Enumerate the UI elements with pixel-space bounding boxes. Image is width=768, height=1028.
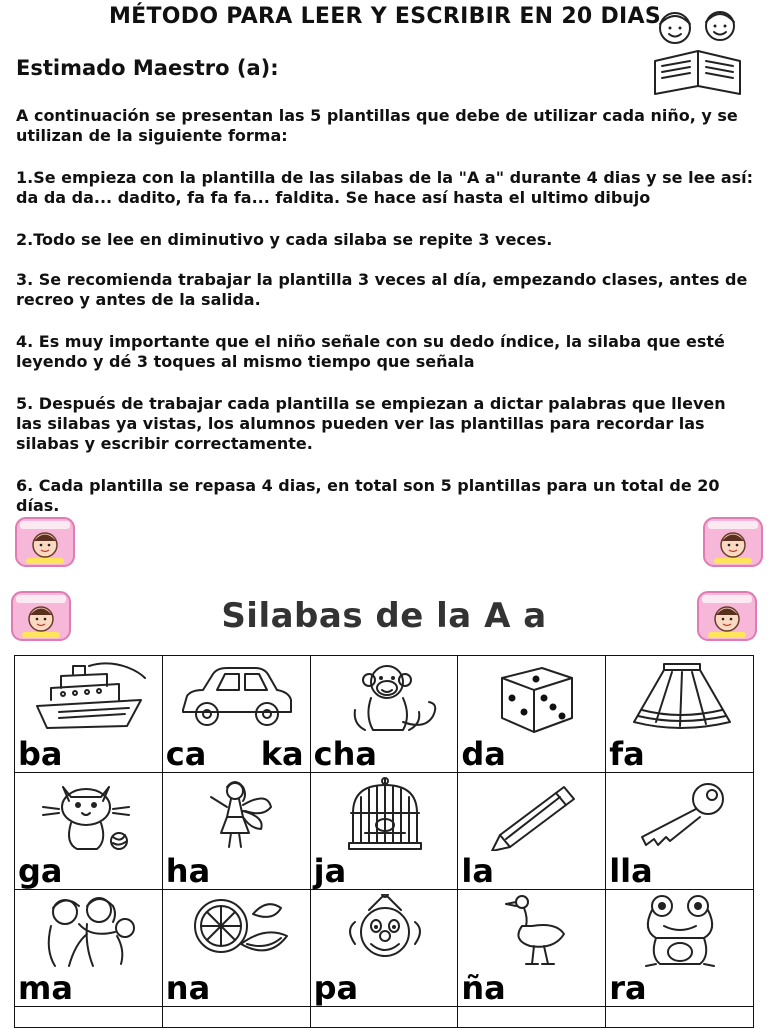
mother-hug-icon bbox=[29, 894, 149, 968]
step-4: 4. Es muy importante que el niño señale con su dedo índice, la silaba que esté leyendo y dé 3 toques al mismo tiempo que señala bbox=[16, 332, 725, 371]
grid-row bbox=[15, 656, 754, 773]
syllable-label: ga bbox=[18, 852, 63, 890]
syllable-cell bbox=[310, 1007, 458, 1028]
cat-icon bbox=[29, 777, 149, 851]
grid-row bbox=[15, 1007, 754, 1028]
intro-text: A continuación se presentan las 5 plantillas que debe de utilizar cada niño, y se utilizan de la siguiente forma: bbox=[16, 106, 738, 145]
syllable-cell bbox=[162, 1007, 310, 1028]
syllable-cell bbox=[15, 656, 163, 773]
syllable-label: ja bbox=[313, 852, 347, 890]
amaya-logo-icon bbox=[702, 516, 764, 568]
syllable-label: ma bbox=[18, 969, 73, 1007]
greeting: Estimado Maestro (a): bbox=[16, 56, 279, 80]
fairy-icon bbox=[177, 777, 297, 851]
key-icon bbox=[620, 777, 740, 851]
syllable-label: ña bbox=[461, 969, 506, 1007]
monkey-icon bbox=[325, 660, 445, 734]
syllable-cell bbox=[310, 773, 458, 890]
step-5: 5. Después de trabajar cada plantilla se empiezan a dictar palabras que lleven las silabas ya vistas, los alumnos pueden ver las plantillas para recordar las silabas y escribir correctamente. bbox=[16, 394, 726, 453]
rhea-bird-icon bbox=[472, 894, 592, 968]
syllable-cell bbox=[15, 1007, 163, 1028]
syllable-cell bbox=[606, 890, 754, 1007]
page-title: MÉTODO PARA LEER Y ESCRIBIR EN 20 DIAS bbox=[108, 4, 662, 29]
syllable-cell bbox=[310, 890, 458, 1007]
syllable-label: cha bbox=[313, 735, 377, 773]
syllable-cell bbox=[15, 890, 163, 1007]
syllable-cell bbox=[606, 773, 754, 890]
syllable-cell bbox=[458, 773, 606, 890]
syllable-cell bbox=[162, 773, 310, 890]
syllable-cell bbox=[162, 890, 310, 1007]
syllable-label: ca bbox=[165, 735, 207, 773]
syllable-cell bbox=[15, 773, 163, 890]
step-2: 2.Todo se lee en diminutivo y cada silaba se repite 3 veces. bbox=[16, 230, 553, 249]
syllable-label: ha bbox=[165, 852, 211, 890]
car-icon bbox=[177, 660, 297, 734]
ship-icon bbox=[29, 660, 149, 734]
syllable-cell bbox=[458, 890, 606, 1007]
frog-icon bbox=[620, 894, 740, 968]
syllable-cell bbox=[162, 656, 310, 773]
dice-icon bbox=[472, 660, 592, 734]
syllable-label: ba bbox=[18, 735, 63, 773]
syllable-label: la bbox=[461, 852, 494, 890]
syllable-label: fa bbox=[609, 735, 645, 773]
syllable-label: pa bbox=[313, 969, 359, 1007]
orange-icon bbox=[177, 894, 297, 968]
section-title: Silabas de la A a bbox=[221, 596, 547, 636]
syllable-label: lla bbox=[609, 852, 653, 890]
syllable-cell bbox=[606, 656, 754, 773]
skirt-icon bbox=[620, 660, 740, 734]
syllable-cell bbox=[606, 1007, 754, 1028]
syllable-label-alt: ka bbox=[260, 735, 304, 773]
syllable-cell bbox=[458, 656, 606, 773]
kids-reading-icon bbox=[640, 6, 755, 98]
grid-row bbox=[15, 773, 754, 890]
syllable-label: da bbox=[461, 735, 506, 773]
step-6: 6. Cada plantilla se repasa 4 dias, en total son 5 plantillas para un total de 20 días. bbox=[16, 476, 720, 515]
syllable-cell bbox=[458, 1007, 606, 1028]
syllable-label: na bbox=[165, 969, 211, 1007]
birdcage-icon bbox=[325, 777, 445, 851]
step-3: 3. Se recomienda trabajar la plantilla 3 veces al día, empezando clases, antes de recreo y antes de la salida. bbox=[16, 270, 748, 309]
amaya-logo-icon bbox=[14, 516, 76, 568]
grid-row bbox=[15, 890, 754, 1007]
pencil-icon bbox=[472, 777, 592, 851]
syllable-label: ra bbox=[609, 969, 647, 1007]
syllable-cell bbox=[310, 656, 458, 773]
syllable-grid bbox=[14, 655, 754, 1028]
clown-icon bbox=[325, 894, 445, 968]
step-1: 1.Se empieza con la plantilla de las silabas de la "A a" durante 4 dias y se lee así: da da da... dadito, fa fa fa... faldita. Se hace así hasta el ultimo dibujo bbox=[16, 168, 754, 207]
